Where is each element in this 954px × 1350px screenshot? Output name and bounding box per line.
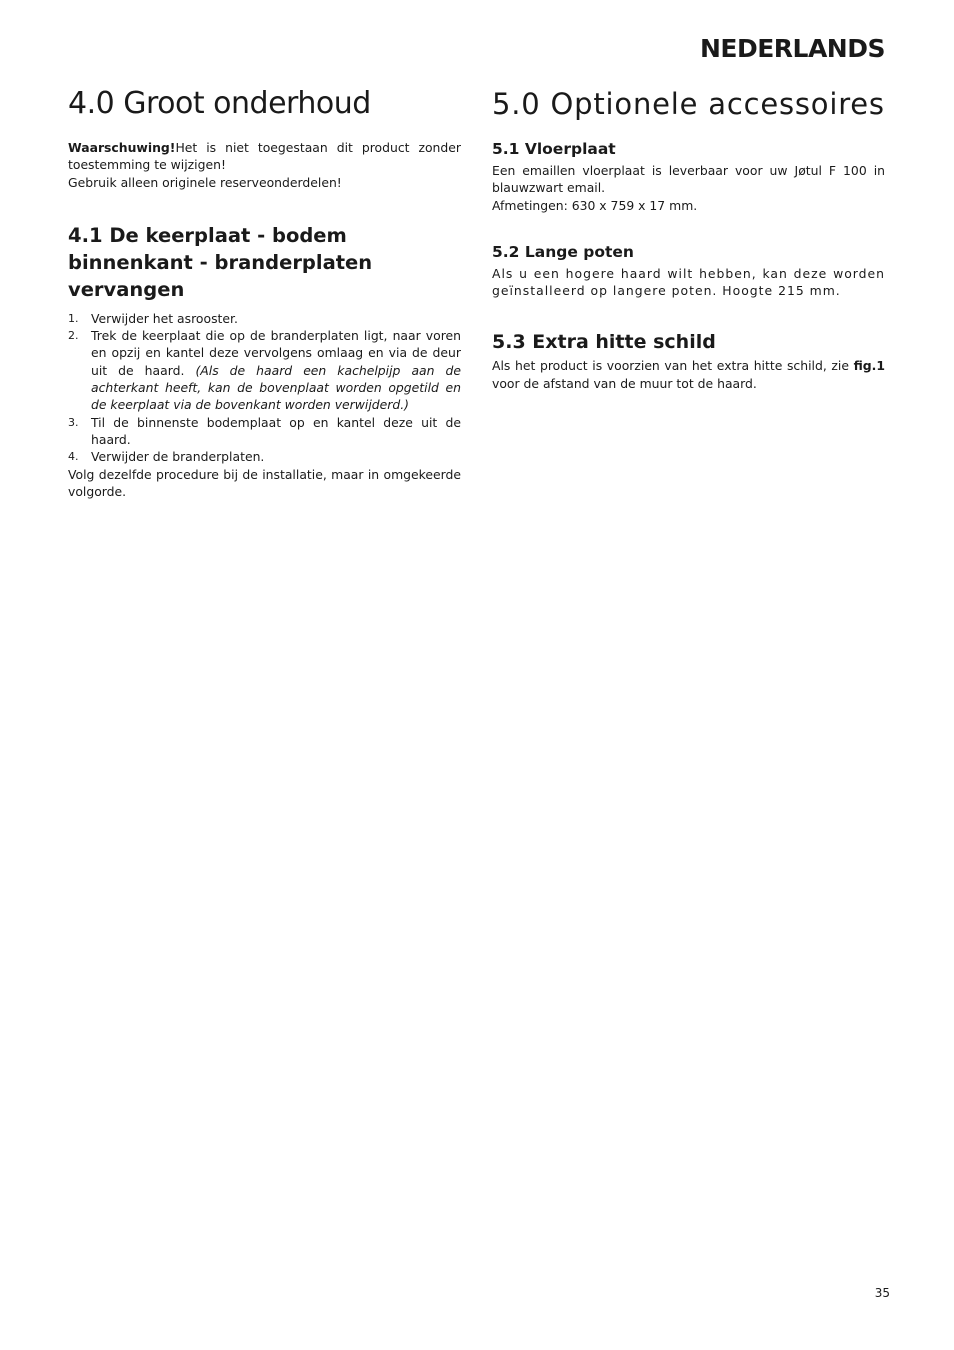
list-item: 3. Til de binnenste bodemplaat op en kantel deze uit de haard. <box>68 414 461 447</box>
section-5-2-text: Als u een hogere haard wilt hebben, kan deze worden geïnstalleerd op langere poten. Hoogte 215 mm. <box>492 265 885 299</box>
page-number: 35 <box>874 1286 890 1300</box>
section-5-1 <box>492 139 885 214</box>
language-header: NEDERLANDS <box>699 34 885 63</box>
left-column <box>68 86 461 500</box>
list-item: 1. Verwijder het asrooster. <box>68 310 238 326</box>
warning-paragraph <box>68 139 461 174</box>
warning-label: Waarschuwing! <box>68 140 176 155</box>
warning-line-2: Gebruik alleen originele reserveonderdelen! <box>68 174 342 190</box>
section-5-1-dimensions: Afmetingen: 630 x 759 x 17 mm. <box>492 197 698 213</box>
section-5-1-heading: 5.1 Vloerplaat <box>492 140 616 158</box>
right-column <box>492 86 885 392</box>
section-4-title: 4.0 Groot onderhoud <box>68 86 371 121</box>
list-item: 4. Verwijder de branderplaten. <box>68 449 265 465</box>
closing-paragraph: Volg dezelfde procedure bij de installatie, maar in omgekeerde volgorde. <box>68 466 461 499</box>
section-5-3-text: Als het product is voorzien van het extra hitte schild, zie fig.1 voor de afstand van de muur tot de haard. <box>492 358 885 391</box>
section-5-1-text: Een emaillen vloerplaat is leverbaar voor uw Jøtul F 100 in blauwzwart email. <box>492 163 885 196</box>
list-item: 2. Trek de keerplaat die op de branderplaten ligt, naar voren en opzij en kantel deze vervolgens omlaag en via de deur uit de haard. (Als de haard een kachelpijp aan de achterkant heeft, kan de bovenplaat worden opgetild en de keerplaat via de bovenkant worden verwijderd.) <box>68 328 461 413</box>
section-5-3-heading: 5.3 Extra hitte schild <box>492 331 716 354</box>
section-4-1-title: 4.1 De keerplaat - bodem binnenkant - branderplaten vervangen <box>68 223 373 301</box>
italic-note: (Als de haard een kachelpijp aan de achterkant heeft, kan de bovenplaat worden opgetild en de keerplaat via de bovenkant worden verwijderd.) <box>91 362 461 413</box>
section-5-title: 5.0 Optionele accessoires <box>492 87 885 121</box>
section-5-2 <box>492 242 885 300</box>
steps-list <box>68 310 461 466</box>
section-5-2-heading: 5.2 Lange poten <box>492 242 634 261</box>
section-5-3 <box>492 329 885 392</box>
warning-text: Het is niet toegestaan dit product zonder toestemming te wijzigen! <box>68 140 461 173</box>
figure-reference: fig.1 <box>853 358 885 374</box>
